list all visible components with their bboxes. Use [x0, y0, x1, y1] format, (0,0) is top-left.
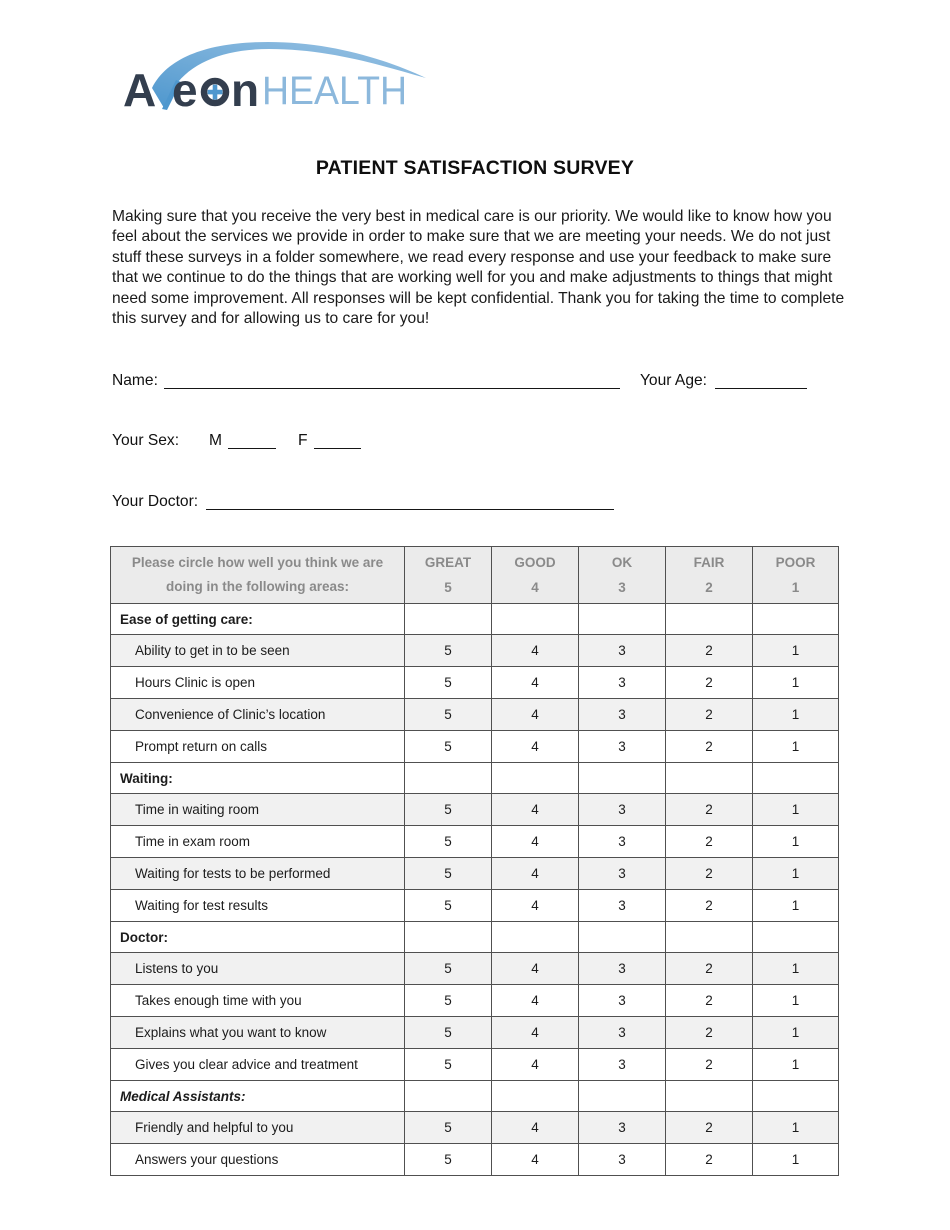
empty-cell: [753, 604, 839, 635]
rating-cell[interactable]: 5: [405, 953, 492, 985]
column-label: GREAT: [424, 555, 472, 570]
logo-health-text: HEALTH: [262, 69, 407, 113]
empty-cell: [492, 604, 579, 635]
rating-cell[interactable]: 3: [579, 667, 666, 699]
rating-cell[interactable]: 5: [405, 635, 492, 667]
item-label: Listens to you: [111, 953, 405, 985]
name-label: Name:: [112, 372, 158, 389]
item-label: Explains what you want to know: [111, 1017, 405, 1049]
rating-cell[interactable]: 1: [753, 858, 839, 890]
column-header-ok: [579, 547, 666, 604]
column-value: 4: [531, 580, 539, 595]
empty-cell: [666, 604, 753, 635]
table-row: [111, 953, 839, 985]
empty-cell: [753, 1081, 839, 1112]
rating-table-header: [111, 547, 839, 604]
table-question-header: [111, 547, 405, 604]
table-row: [111, 699, 839, 731]
rating-cell[interactable]: 5: [405, 731, 492, 763]
column-label: GOOD: [514, 555, 556, 570]
rating-cell[interactable]: 1: [753, 953, 839, 985]
rating-cell[interactable]: 1: [753, 1144, 839, 1176]
rating-cell[interactable]: 2: [666, 667, 753, 699]
rating-cell[interactable]: 4: [492, 794, 579, 826]
empty-cell: [666, 1081, 753, 1112]
item-label: Waiting for test results: [111, 890, 405, 922]
rating-cell[interactable]: 3: [579, 635, 666, 667]
rating-cell[interactable]: 4: [492, 890, 579, 922]
item-label: Time in waiting room: [111, 794, 405, 826]
rating-cell[interactable]: 4: [492, 699, 579, 731]
rating-cell[interactable]: 2: [666, 953, 753, 985]
empty-cell: [666, 763, 753, 794]
rating-cell[interactable]: 4: [492, 1144, 579, 1176]
doctor-row: [112, 493, 614, 511]
empty-cell: [405, 604, 492, 635]
section-row: [111, 922, 839, 953]
table-row: [111, 731, 839, 763]
rating-cell[interactable]: 3: [579, 731, 666, 763]
empty-cell: [405, 1081, 492, 1112]
column-label: OK: [611, 555, 633, 570]
empty-cell: [579, 1081, 666, 1112]
rating-cell[interactable]: 1: [753, 1049, 839, 1081]
rating-cell[interactable]: 5: [405, 858, 492, 890]
page-title: PATIENT SATISFACTION SURVEY: [315, 157, 635, 179]
name-age-row: [112, 372, 807, 390]
rating-cell[interactable]: 2: [666, 794, 753, 826]
sex-row: [112, 432, 361, 450]
rating-cell[interactable]: 2: [666, 985, 753, 1017]
rating-cell[interactable]: 5: [405, 1112, 492, 1144]
rating-cell[interactable]: 4: [492, 1017, 579, 1049]
aveon-health-logo: [118, 40, 430, 116]
empty-cell: [492, 763, 579, 794]
question-line-1: Please circle how well you think we are: [131, 555, 384, 570]
rating-cell[interactable]: 2: [666, 635, 753, 667]
section-heading: Ease of getting care:: [111, 604, 405, 635]
rating-cell[interactable]: 4: [492, 635, 579, 667]
rating-cell[interactable]: 3: [579, 1017, 666, 1049]
table-row: [111, 1017, 839, 1049]
question-line-2: doing in the following areas:: [165, 579, 349, 594]
column-value: 5: [444, 580, 452, 595]
item-label: Takes enough time with you: [111, 985, 405, 1017]
rating-cell[interactable]: 2: [666, 890, 753, 922]
rating-cell[interactable]: 3: [579, 1112, 666, 1144]
rating-cell[interactable]: 4: [492, 731, 579, 763]
rating-cell[interactable]: 2: [666, 731, 753, 763]
rating-cell[interactable]: 3: [579, 699, 666, 731]
male-input-line[interactable]: [228, 447, 276, 449]
section-row: [111, 1081, 839, 1112]
column-value: 2: [705, 580, 713, 595]
rating-cell[interactable]: 2: [666, 1112, 753, 1144]
age-label: Your Age:: [639, 372, 707, 389]
table-row: [111, 1144, 839, 1176]
column-header-poor: [753, 547, 839, 604]
rating-cell[interactable]: 5: [405, 667, 492, 699]
section-heading: Medical Assistants:: [111, 1081, 405, 1112]
table-row: [111, 1112, 839, 1144]
column-value: 1: [791, 580, 800, 595]
rating-table-body: [111, 604, 839, 1176]
section-heading: Doctor:: [111, 922, 405, 953]
rating-cell[interactable]: 3: [579, 826, 666, 858]
item-label: Waiting for tests to be performed: [111, 858, 405, 890]
header-row: [111, 547, 839, 604]
column-header-fair: [666, 547, 753, 604]
logo-letter-a: A: [123, 64, 157, 116]
empty-cell: [579, 604, 666, 635]
rating-cell[interactable]: 3: [579, 1144, 666, 1176]
sex-label: Your Sex:: [112, 432, 180, 449]
intro-paragraph: Making sure that you receive the very best in medical care is our priority. We would like to know how you feel about the services we provide in order to make sure that we are meeting your needs. We do not just stuff these surveys in a folder somewhere, we read every response and use your feedback to make sure that we continue to do the things that are working well for you and make adjustments to things that might need some improvement. All responses will be kept confidential. Thank you for taking the time to complete this survey and for allowing us to care for you!: [112, 208, 845, 328]
logo-letter-n: n: [231, 64, 260, 116]
rating-cell[interactable]: 1: [753, 794, 839, 826]
doctor-input-line[interactable]: [206, 508, 614, 510]
rating-cell[interactable]: 4: [492, 826, 579, 858]
name-input-line[interactable]: [164, 387, 620, 389]
rating-cell[interactable]: 5: [405, 794, 492, 826]
female-label: F: [298, 432, 308, 449]
column-value: 3: [618, 580, 626, 595]
rating-cell[interactable]: 4: [492, 985, 579, 1017]
rating-table: [110, 546, 839, 1176]
table-row: [111, 635, 839, 667]
rating-cell[interactable]: 5: [405, 1049, 492, 1081]
doctor-label: Your Doctor:: [112, 493, 199, 510]
empty-cell: [405, 763, 492, 794]
rating-cell[interactable]: 2: [666, 1017, 753, 1049]
rating-cell[interactable]: 1: [753, 826, 839, 858]
item-label: Gives you clear advice and treatment: [111, 1049, 405, 1081]
section-row: [111, 763, 839, 794]
rating-cell[interactable]: 1: [753, 890, 839, 922]
male-label: M: [209, 432, 223, 449]
rating-cell[interactable]: 3: [579, 985, 666, 1017]
column-header-great: [405, 547, 492, 604]
rating-cell[interactable]: 5: [405, 985, 492, 1017]
rating-cell[interactable]: 3: [579, 858, 666, 890]
item-label: Convenience of Clinic’s location: [111, 699, 405, 731]
rating-cell[interactable]: 2: [666, 699, 753, 731]
rating-cell[interactable]: 5: [405, 699, 492, 731]
rating-cell[interactable]: 2: [666, 826, 753, 858]
rating-cell[interactable]: 5: [405, 1017, 492, 1049]
empty-cell: [492, 922, 579, 953]
empty-cell: [753, 763, 839, 794]
rating-cell[interactable]: 1: [753, 1112, 839, 1144]
table-row: [111, 985, 839, 1017]
item-label: Friendly and helpful to you: [111, 1112, 405, 1144]
rating-cell[interactable]: 1: [753, 985, 839, 1017]
empty-cell: [579, 763, 666, 794]
rating-cell[interactable]: 1: [753, 667, 839, 699]
rating-cell[interactable]: 4: [492, 858, 579, 890]
rating-cell[interactable]: 4: [492, 1112, 579, 1144]
empty-cell: [492, 1081, 579, 1112]
female-input-line[interactable]: [314, 447, 361, 449]
item-label: Answers your questions: [111, 1144, 405, 1176]
age-input-line[interactable]: [715, 387, 807, 389]
rating-cell[interactable]: 3: [579, 1049, 666, 1081]
empty-cell: [666, 922, 753, 953]
rating-cell[interactable]: 4: [492, 1049, 579, 1081]
rating-cell[interactable]: 1: [753, 635, 839, 667]
empty-cell: [405, 922, 492, 953]
section-heading: Waiting:: [111, 763, 405, 794]
rating-cell[interactable]: 4: [492, 953, 579, 985]
column-label: FAIR: [693, 555, 725, 570]
rating-cell[interactable]: 1: [753, 731, 839, 763]
empty-cell: [753, 922, 839, 953]
table-row: [111, 667, 839, 699]
rating-cell[interactable]: 3: [579, 953, 666, 985]
rating-cell[interactable]: 2: [666, 1049, 753, 1081]
item-label: Hours Clinic is open: [111, 667, 405, 699]
logo-letter-e: e: [172, 64, 198, 116]
section-row: [111, 604, 839, 635]
rating-cell[interactable]: 2: [666, 1144, 753, 1176]
table-row: [111, 826, 839, 858]
rating-cell[interactable]: 3: [579, 890, 666, 922]
column-header-good: [492, 547, 579, 604]
rating-cell[interactable]: 5: [405, 1144, 492, 1176]
empty-cell: [579, 922, 666, 953]
column-label: POOR: [775, 555, 816, 570]
table-row: [111, 890, 839, 922]
table-row: [111, 1049, 839, 1081]
rating-cell[interactable]: 3: [579, 794, 666, 826]
rating-cell[interactable]: 5: [405, 826, 492, 858]
rating-cell[interactable]: 5: [405, 890, 492, 922]
table-row: [111, 794, 839, 826]
item-label: Prompt return on calls: [111, 731, 405, 763]
rating-cell[interactable]: 1: [753, 699, 839, 731]
table-row: [111, 858, 839, 890]
item-label: Time in exam room: [111, 826, 405, 858]
rating-cell[interactable]: 1: [753, 1017, 839, 1049]
rating-cell[interactable]: 2: [666, 858, 753, 890]
rating-cell[interactable]: 4: [492, 667, 579, 699]
item-label: Ability to get in to be seen: [111, 635, 405, 667]
